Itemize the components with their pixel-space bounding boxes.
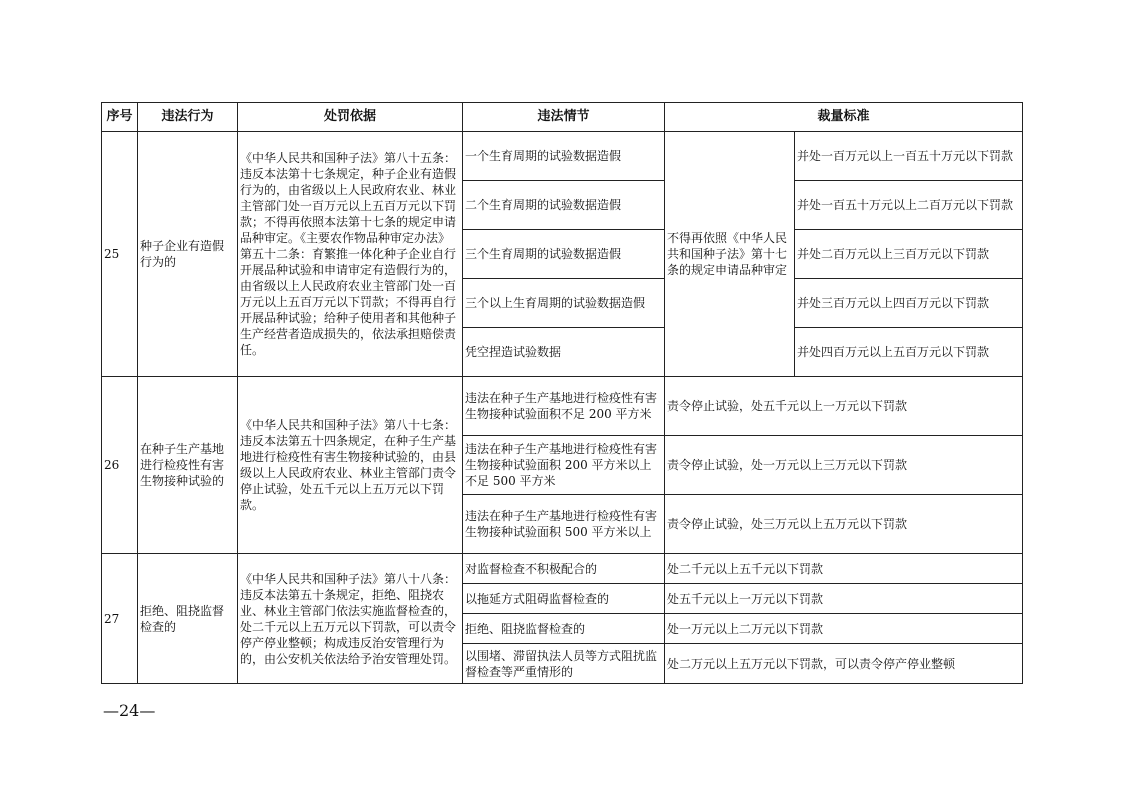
table-row	[102, 132, 1023, 181]
circumstance-cell: 三个以上生育周期的试验数据造假	[463, 279, 665, 328]
row-number: 26	[102, 377, 138, 554]
circumstance-cell: 违法在种子生产基地进行检疫性有害生物接种试验面积 500 平方米以上	[463, 495, 665, 554]
header-seq: 序号	[102, 103, 138, 132]
penalty-basis: 《中华人民共和国种子法》第八十五条：违反本法第十七条规定，种子企业有造假行为的，由省级以上人民政府农业、林业主管部门处一百万元以上五百万元以下罚款；不得再依照本法第十七条的规定申请品种审定。《主要农作物品种审定办法》第五十二条：育繁推一体化种子企业自行开展品种试验和申请审定有造假行为的，由省级以上人民政府农业主管部门处一百万元以上五百万元以下罚款；不得再自行开展品种试验；给种子使用者和其他种子生产经营者造成损失的，依法承担赔偿责任。	[238, 132, 463, 377]
violation-act: 种子企业有造假行为的	[138, 132, 238, 377]
standard-cell: 并处一百五十万元以上二百万元以下罚款	[795, 181, 1023, 230]
penalty-table	[101, 102, 1023, 684]
header-row	[102, 103, 1023, 132]
standard-cell: 并处四百万元以上五百万元以下罚款	[795, 328, 1023, 377]
standard-cell: 并处三百万元以上四百万元以下罚款	[795, 279, 1023, 328]
standard-cell: 并处二百万元以上三百万元以下罚款	[795, 230, 1023, 279]
row-number: 27	[102, 554, 138, 684]
header-act: 违法行为	[138, 103, 238, 132]
header-basis: 处罚依据	[238, 103, 463, 132]
circumstance-cell: 三个生育周期的试验数据造假	[463, 230, 665, 279]
circumstance-cell: 以拖延方式阻碍监督检查的	[463, 584, 665, 614]
standard-cell: 处五千元以上一万元以下罚款	[665, 584, 1023, 614]
standard-cell: 处二万元以上五万元以下罚款，可以责令停产停业整顿	[665, 644, 1023, 684]
penalty-basis: 《中华人民共和国种子法》第八十七条：违反本法第五十四条规定，在种子生产基地进行检疫性有害生物接种试验的，由县级以上人民政府农业、林业主管部门责令停止试验，处五千元以上五万元以下罚款。	[238, 377, 463, 554]
circumstance-cell: 以围堵、滞留执法人员等方式阻扰监督检查等严重情形的	[463, 644, 665, 684]
header-circumstance: 违法情节	[463, 103, 665, 132]
standard-cell: 责令停止试验，处一万元以上三万元以下罚款	[665, 436, 1023, 495]
violation-act: 拒绝、阻挠监督检查的	[138, 554, 238, 684]
standard-cell: 处二千元以上五千元以下罚款	[665, 554, 1023, 584]
violation-act: 在种子生产基地进行检疫性有害生物接种试验的	[138, 377, 238, 554]
circumstance-cell: 对监督检查不积极配合的	[463, 554, 665, 584]
circumstance-cell: 违法在种子生产基地进行检疫性有害生物接种试验面积不足 200 平方米	[463, 377, 665, 436]
page-number: —24—	[103, 701, 156, 720]
circumstance-cell: 一个生育周期的试验数据造假	[463, 132, 665, 181]
circumstance-cell: 凭空捏造试验数据	[463, 328, 665, 377]
table-row	[102, 377, 1023, 436]
circumstance-cell: 二个生育周期的试验数据造假	[463, 181, 665, 230]
standard-cell: 责令停止试验，处三万元以上五万元以下罚款	[665, 495, 1023, 554]
standard-cell: 责令停止试验，处五千元以上一万元以下罚款	[665, 377, 1023, 436]
table-row	[102, 554, 1023, 584]
penalty-basis: 《中华人民共和国种子法》第八十八条：违反本法第五十条规定，拒绝、阻挠农业、林业主管部门依法实施监督检查的，处二千元以上五万元以下罚款，可以责令停产停业整顿；构成违反治安管理行为的，由公安机关依法给予治安管理处罚。	[238, 554, 463, 684]
standard-cell: 并处一百万元以上一百五十万元以下罚款	[795, 132, 1023, 181]
header-standard: 裁量标准	[665, 103, 1023, 132]
row-number: 25	[102, 132, 138, 377]
standard-cell: 处一万元以上二万元以下罚款	[665, 614, 1023, 644]
common-standard-cell: 不得再依照《中华人民共和国种子法》第十七条的规定申请品种审定	[665, 132, 795, 377]
circumstance-cell: 违法在种子生产基地进行检疫性有害生物接种试验面积 200 平方米以上不足 500 平方米	[463, 436, 665, 495]
circumstance-cell: 拒绝、阻挠监督检查的	[463, 614, 665, 644]
